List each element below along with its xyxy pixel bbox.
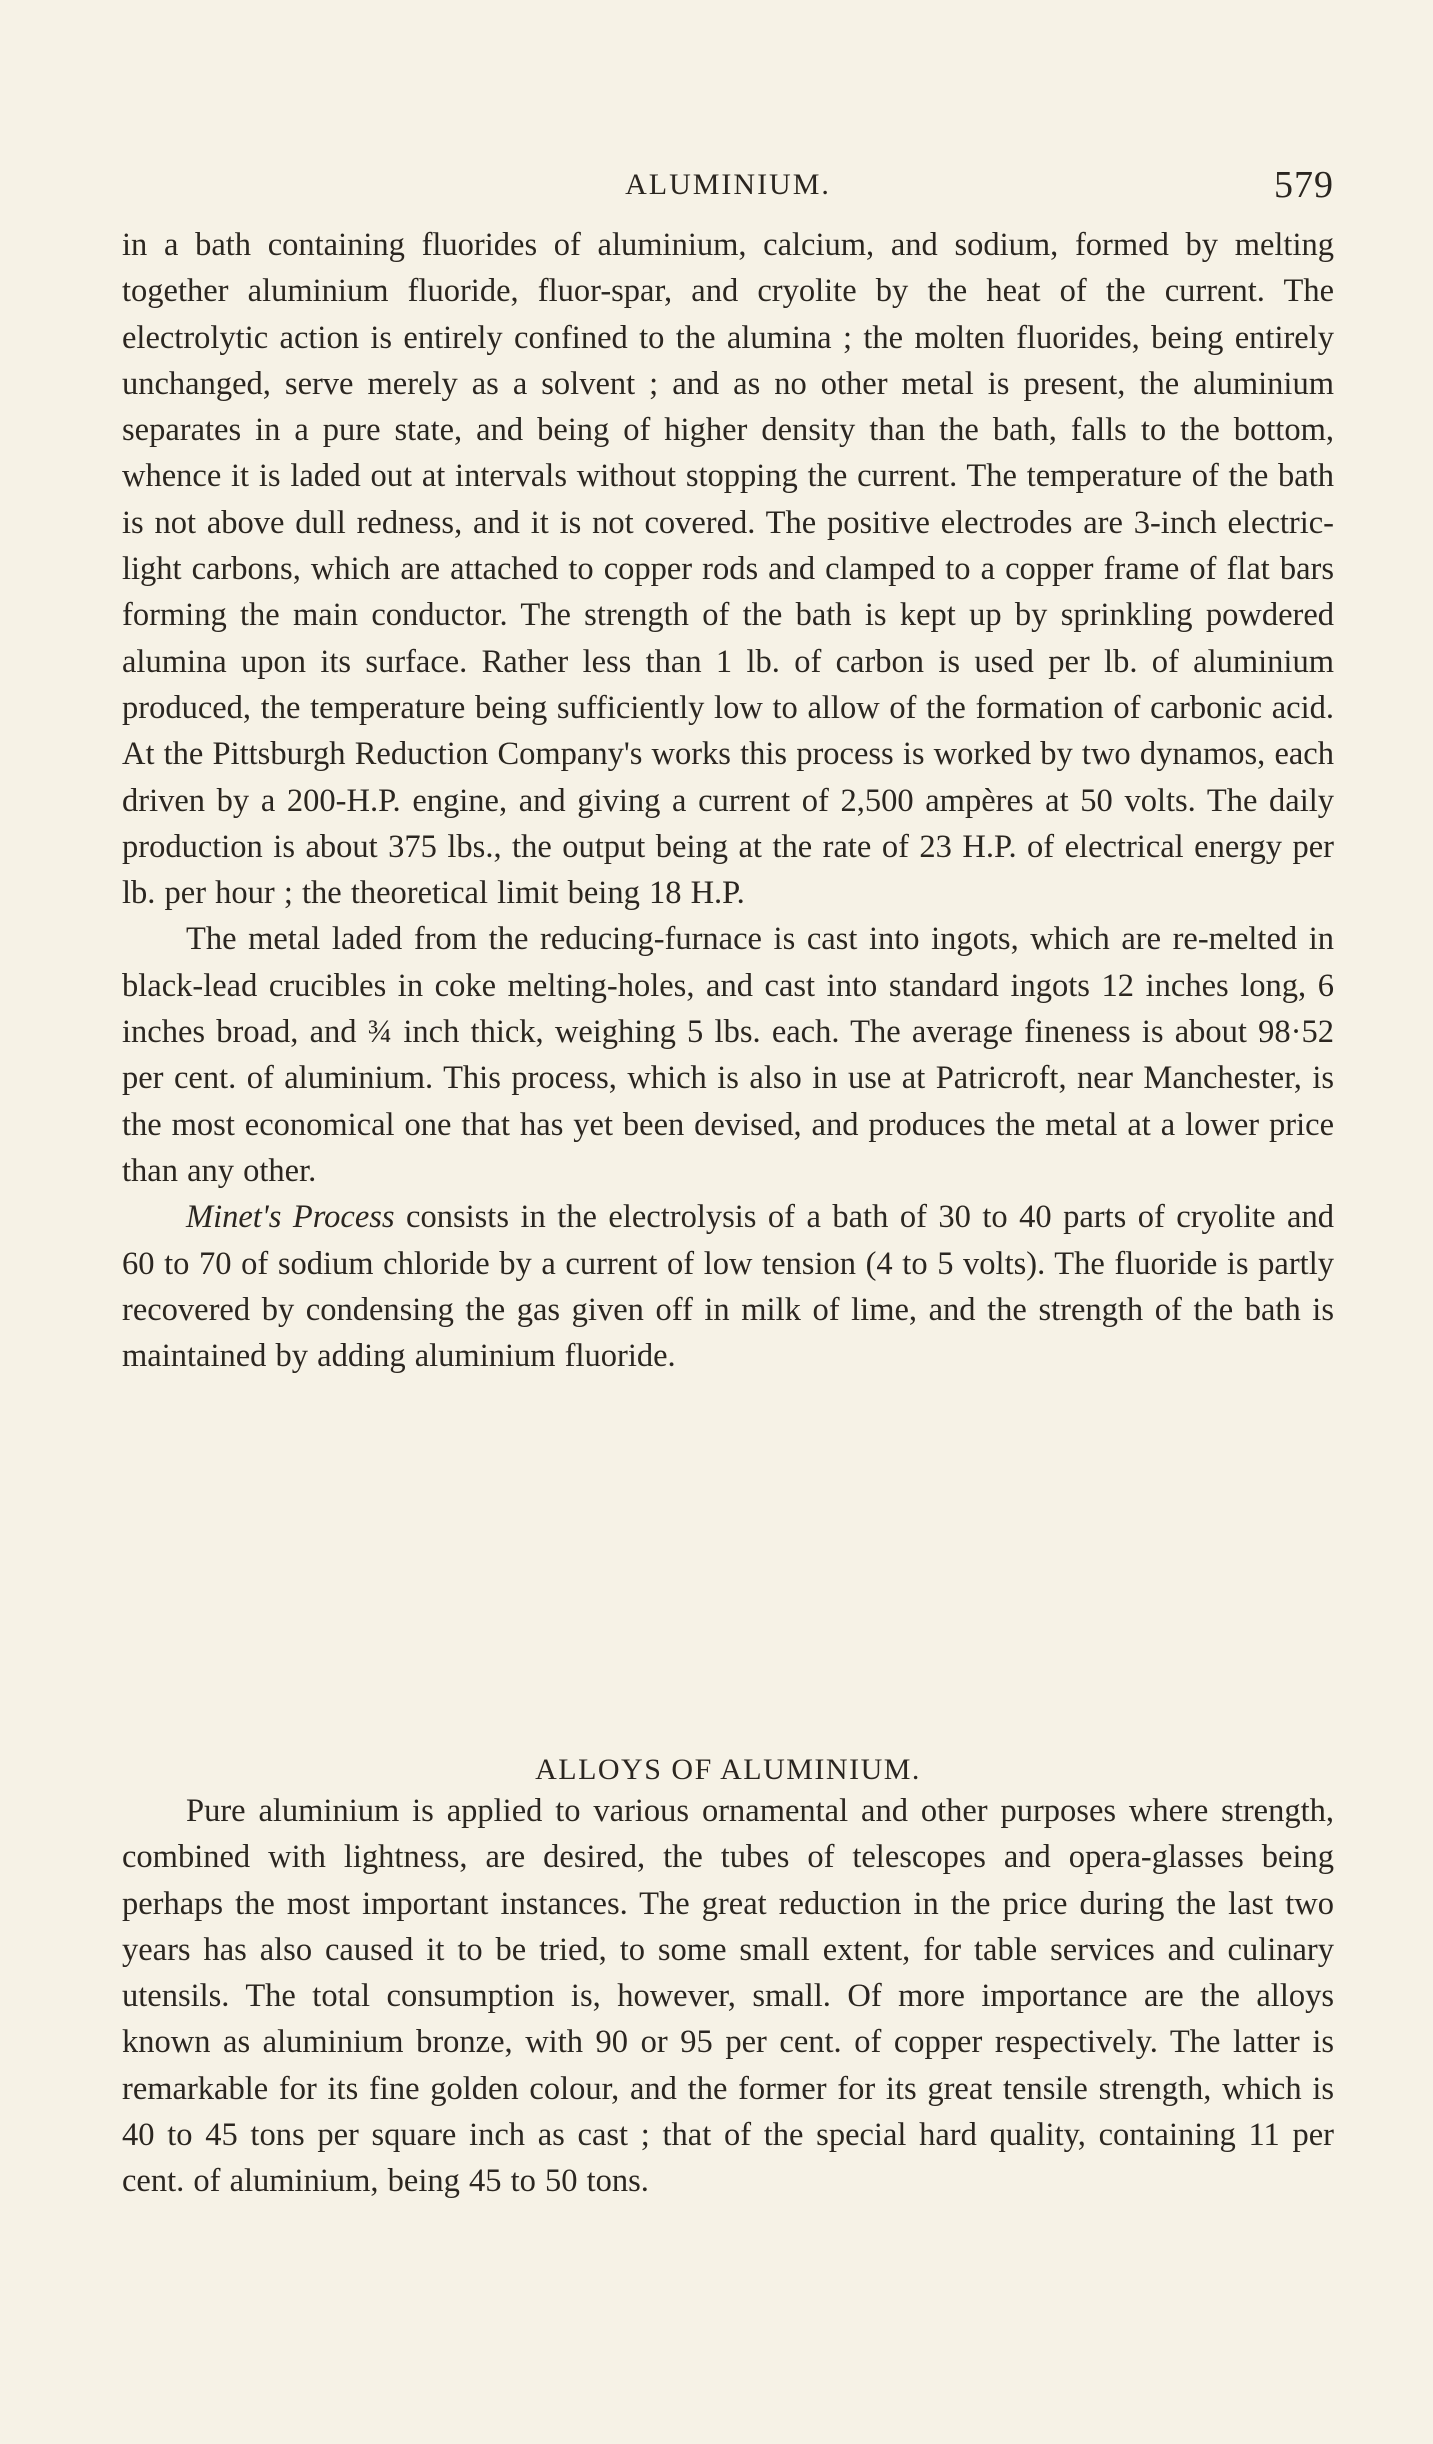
paragraph-continuation: in a bath containing fluorides of aluminium, calcium, and sodium, formed by melting together aluminium fluoride, fluor-spar, and cryolite by the heat of the current. The electrolytic action is entirely confined to the alumina ; the molten fluorides, being entirely unchanged, serve merely as a solvent ; and as no other metal is present, the aluminium separates in a pure state, and being of higher density than the bath, falls to the bottom, whence it is laded out at intervals without stopping the current. The temperature of the bath is not above dull redness, and it is not covered. The positive electrodes are 3-inch electric-light carbons, which are attached to copper rods and clamped to a copper frame of flat bars forming the main conductor. The strength of the bath is kept up by sprinkling powdered alumina upon its surface. Rather less than 1 lb. of carbon is used per lb. of aluminium produced, the temperature being sufficiently low to allow of the formation of carbonic acid. At the Pittsburgh Reduction Company's works this process is worked by two dynamos, each driven by a 200-H.P. engine, and giving a current of 2,500 ampères at 50 volts. The daily production is about 375 lbs., the output being at the rate of 23 H.P. of electrical energy per lb. per hour ; the theoretical limit being 18 H.P. [122, 227, 1334, 912]
paragraph-alloys: Pure aluminium is applied to various ornamental and other purposes where strength, combined with lightness, are desired, the tubes of telescopes and opera-glasses being perhaps the most important instances. The great reduction in the price during the last two years has also caused it to be tried, to some small extent, for table services and culinary utensils. The total consumption is, however, small. Of more importance are the alloys known as aluminium bronze, with 90 or 95 per cent. of copper respectively. The latter is remarkable for its fine golden colour, and the former for its great tensile strength, which is 40 to 45 tons per square inch as cast ; that of the special hard quality, containing 11 per cent. of aluminium, being 45 to 50 tons. [122, 1793, 1334, 2200]
alloys-text-block [122, 1788, 1334, 2205]
running-title: ALUMINIUM. [625, 168, 831, 201]
section-heading-alloys: ALLOYS OF ALUMINIUM. [535, 1753, 921, 1786]
paragraph-minet-process [122, 1194, 1334, 1379]
main-text-block [122, 222, 1334, 1379]
running-head [122, 160, 1334, 210]
minet-process-text: consists in the electrolysis of a bath of 30 to 40 parts of cryolite and 60 to 70 of sodium chloride by a current of low tension (4 to 5 volts). The fluoride is partly recovered by condensing the gas given off in milk of lime, and the strength of the bath is maintained by adding aluminium fluoride. [122, 1199, 1334, 1375]
paragraph-ingots: The metal laded from the reducing-furnace is cast into ingots, which are re-melted in black-lead crucibles in coke melting-holes, and cast into standard ingots 12 inches long, 6 inches broad, and ¾ inch thick, weighing 5 lbs. each. The average fineness is about 98·52 per cent. of aluminium. This process, which is also in use at Patricroft, near Manchester, is the most economical one that has yet been devised, and produces the metal at a lower price than any other. [122, 921, 1334, 1189]
page-number: 579 [1274, 164, 1334, 206]
minet-process-term: Minet's Process [186, 1199, 395, 1236]
